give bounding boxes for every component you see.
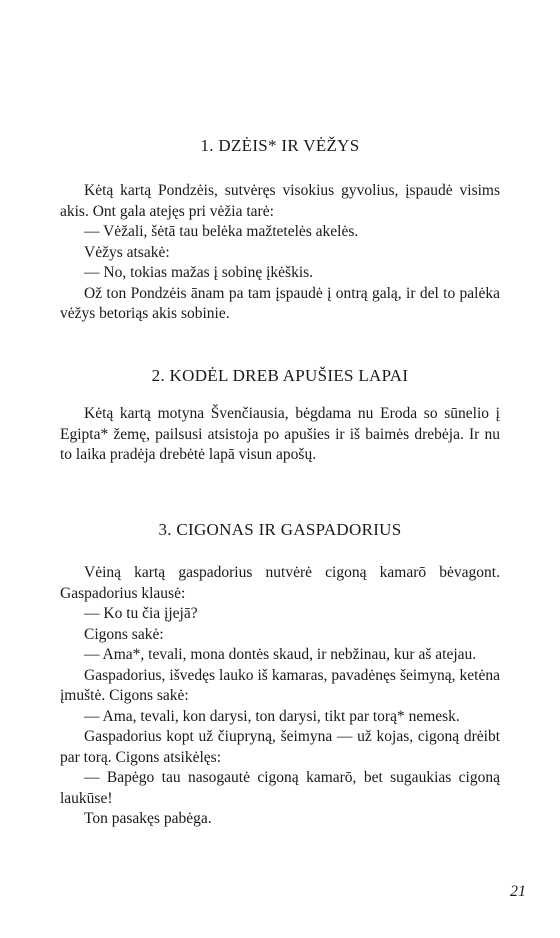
- paragraph: Gaspadorius kopt už čiupryną, šeimyna — už kojas, cigoną drėibt par torą. Cigons atsikėlęs:: [60, 728, 500, 766]
- story-title: 1. DZĖIS* IR VĖŽYS: [200, 136, 360, 155]
- story-1: [60, 136, 500, 325]
- paragraph: Ton pasakęs pabėga.: [84, 810, 212, 827]
- story-title: 2. KODĖL DREB APUŠIES LAPAI: [151, 366, 409, 385]
- paragraph: Kėtą kartą motyna Švenčiausia, bėgdama nu Eroda so sūnelio į Egipta* žemę, pailsusi atsistoja po apušies ir iš baimės drebėja. Ir nu to laika pradėja drebėtė lapā visun apošų.: [60, 405, 500, 463]
- story-body: [60, 563, 500, 830]
- paragraph: Kėtą kartą Pondzėis, sutvėręs visokius gyvolius, įspaudė visims akis. Ont gala atejęs pri vėžia tarė:: [60, 182, 500, 220]
- dialogue-line: — Ama*, tevali, mona dontės skaud, ir nebžinau, kur aš atejau.: [84, 646, 477, 663]
- dialogue-line: — Bapėgo tau nasogautė cigoną kamarō, bet sugaukias cigoną laukūse!: [60, 769, 500, 807]
- page-number: 21: [510, 883, 526, 900]
- story-body: [60, 404, 500, 466]
- dialogue-line: — Ama, tevali, kon darysi, ton darysi, tikt par torą* nemesk.: [84, 707, 460, 725]
- paragraph: Cigons sakė:: [84, 625, 164, 643]
- paragraph: Vėiną kartą gaspadorius nutvėrė cigoną kamarō bėvagont. Gaspadorius klausė:: [60, 564, 500, 602]
- story-body: [60, 181, 500, 325]
- paragraph: Ož ton Pondzėis ānam pa tam įspaudė į ontrą galą, ir del to palėka vėžys betoriąs akis sobinie.: [60, 284, 500, 322]
- story-2: [60, 366, 500, 466]
- paragraph: Vėžys atsakė:: [84, 243, 170, 261]
- dialogue-line: — No, tokias mažas į sobinę įkėškis.: [84, 264, 314, 281]
- paragraph: Gaspadorius, išvedęs lauko iš kamaras, pavadėnęs šeimyną, ketėna įmuštė. Cigons sakė:: [60, 666, 500, 704]
- story-3: [60, 520, 500, 830]
- dialogue-line: — Vėžali, šėtā tau belėka mažtetelės akelės.: [84, 223, 359, 240]
- dialogue-line: — Ko tu čia įjejā?: [84, 605, 198, 622]
- story-title: 3. CIGONAS IR GASPADORIUS: [158, 520, 402, 539]
